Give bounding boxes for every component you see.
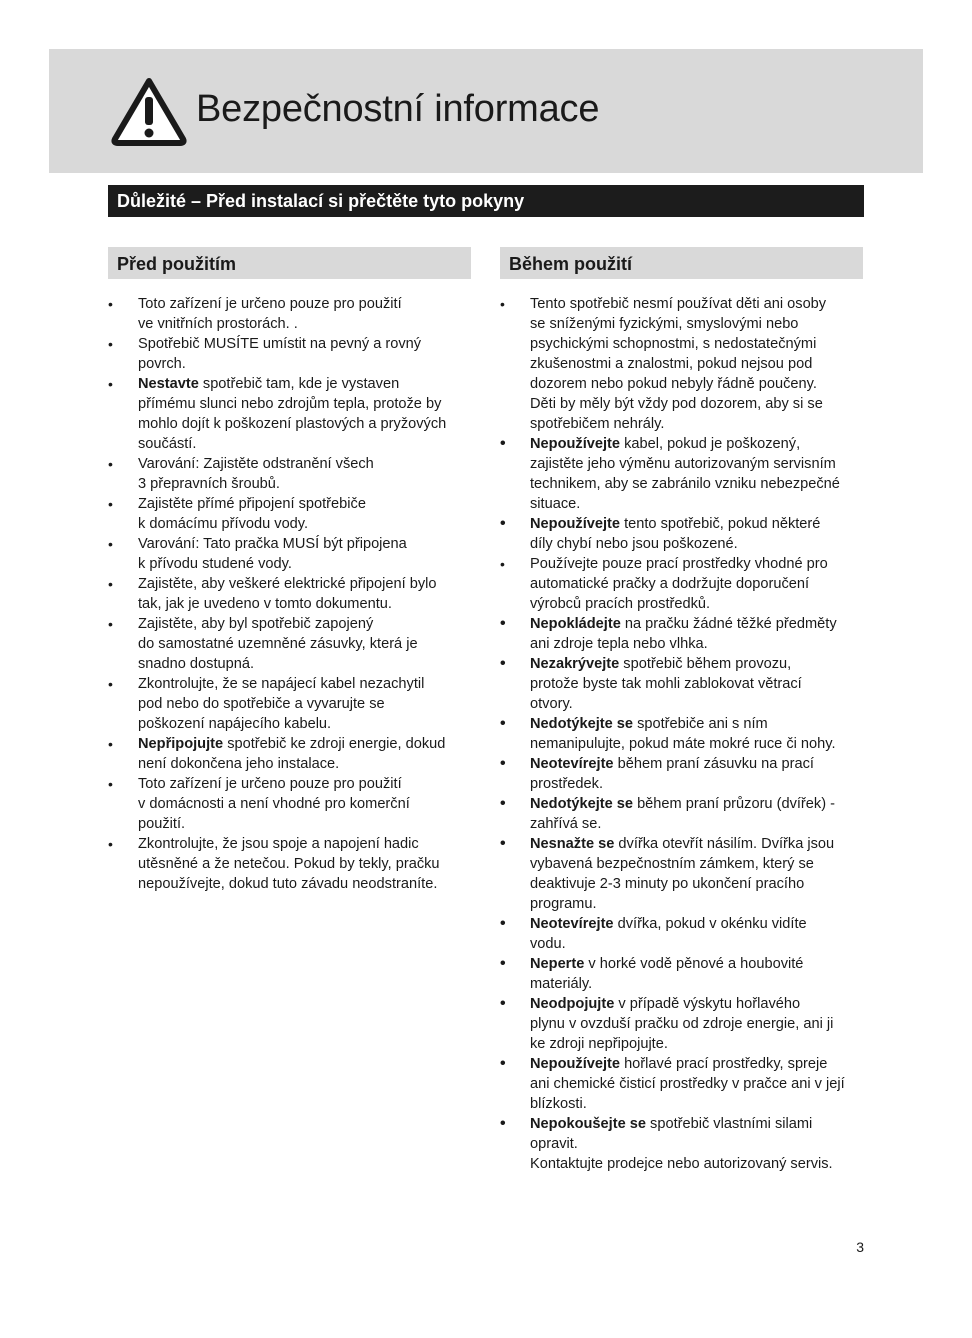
before-use-item-text: Zkontrolujte, že jsou spoje a napojení hadic utěsněné a že netečou. Pokud by tekly, pračku nepoužívejte, dokud tuto závadu neodstraníte.: [138, 836, 440, 892]
before-use-item-text: spotřebič tam, kde je vystaven přímému slunci nebo zdrojům tepla, protože by mohlo dojít k poškození plastových a pryžových součástí.: [138, 376, 447, 452]
during-use-item: [500, 554, 866, 614]
before-use-item: [108, 734, 474, 774]
during-use-item-bold: Neodpojujte: [530, 996, 615, 1012]
during-use-item: [500, 1114, 866, 1174]
during-use-item-text: během praní zásuvku na prací prostředek.: [530, 756, 814, 792]
during-use-item-text: hořlavé prací prostředky, spreje ani chemické čisticí prostředky v pračce ani v její blízkosti.: [530, 1056, 845, 1112]
page-title: Bezpečnostní informace: [196, 88, 600, 130]
during-use-item: [500, 754, 866, 794]
before-use-item: [108, 374, 474, 454]
during-use-item-text: spotřebič vlastními silami opravit. Kontaktujte prodejce nebo autorizovaný servis.: [530, 1116, 833, 1172]
warning-triangle-icon: [109, 75, 189, 147]
before-use-item-text: Toto zařízení je určeno pouze pro použití ve vnitřních prostorách. .: [138, 296, 402, 332]
before-use-item: [108, 334, 474, 374]
before-use-item: [108, 534, 474, 574]
during-use-item-bold: Nedotýkejte se: [530, 796, 634, 812]
before-use-item-text: Zajistěte přímé připojení spotřebiče k domácímu přívodu vody.: [138, 496, 366, 532]
before-use-item-text: spotřebič ke zdroji energie, dokud není dokončena jeho instalace.: [138, 736, 446, 772]
before-use-item-text: Spotřebič MUSÍTE umístit na pevný a rovný povrch.: [138, 336, 422, 372]
during-use-item-bold: Nepokládejte: [530, 616, 621, 632]
page-number: 3: [856, 1239, 864, 1255]
before-use-item-text: Zajistěte, aby veškeré elektrické připojení bylo tak, jak je uvedeno v tomto dokumentu.: [138, 576, 437, 612]
during-use-item: [500, 514, 866, 554]
during-use-item: [500, 994, 866, 1054]
before-use-item: [108, 674, 474, 734]
during-use-item-text: během praní průzoru (dvířek) - zahřívá se.: [530, 796, 835, 832]
during-use-item-text: na pračku žádné těžké předměty ani zdroje tepla nebo vlhka.: [530, 616, 837, 652]
during-use-item-bold: Nepoužívejte: [530, 516, 621, 532]
before-use-item-bold: Nestavte: [138, 376, 199, 392]
during-use-item: [500, 654, 866, 714]
before-use-item-text: Varování: Tato pračka MUSÍ být připojena k přívodu studené vody.: [138, 536, 407, 572]
during-use-item: [500, 954, 866, 994]
during-use-item-text: tento spotřebič, pokud některé díly chybí nebo jsou poškozené.: [530, 516, 821, 552]
during-use-item-text: spotřebič během provozu, protože byste tak mohli zablokovat větrací otvory.: [530, 656, 802, 712]
important-notice-bar: Důležité – Před instalací si přečtěte tyto pokyny: [108, 185, 864, 217]
during-use-item-text: Používejte pouze prací prostředky vhodné pro automatické pračky a dodržujte doporučení výrobců pracích prostředků.: [530, 556, 828, 612]
during-use-item: [500, 794, 866, 834]
before-use-item-text: Toto zařízení je určeno pouze pro použití v domácnosti a není vhodné pro komerční použití.: [138, 776, 410, 832]
during-use-heading: Během použití: [500, 247, 863, 279]
during-use-item-text: Tento spotřebič nesmí používat děti ani osoby se sníženými fyzickými, smyslovými nebo psychickými schopnostmi, s nedostatečnými zkušenostmi a znalostmi, pokud nejsou pod dozorem nebo pokud nebyly řádně poučeny. Děti by měly být vždy pod dozorem, aby si se spotřebičem nehrály.: [530, 296, 827, 432]
before-use-heading: Před použitím: [108, 247, 471, 279]
during-use-item-bold: Nepoužívejte: [530, 436, 621, 452]
during-use-item: [500, 914, 866, 954]
during-use-item-bold: Neperte: [530, 956, 585, 972]
during-use-list: [500, 294, 866, 1174]
during-use-item-bold: Neotevírejte: [530, 916, 614, 932]
during-use-item-bold: Nesnažte se: [530, 836, 615, 852]
during-use-item: [500, 834, 866, 914]
during-use-item-text: v případě výskytu hořlavého plynu v ovzduší pračku od zdroje energie, ani ji ke zdroji nepřipojujte.: [530, 996, 834, 1052]
before-use-item-text: Zajistěte, aby byl spotřebič zapojený do samostatné uzemněné zásuvky, která je snadno dostupná.: [138, 616, 418, 672]
during-use-item-bold: Nezakrývejte: [530, 656, 620, 672]
during-use-item: [500, 1054, 866, 1114]
before-use-item-text: Zkontrolujte, že se napájecí kabel nezachytil pod nebo do spotřebiče a vyvarujte se poškození napájecího kabelu.: [138, 676, 425, 732]
before-use-item: [108, 494, 474, 534]
during-use-item: [500, 614, 866, 654]
during-use-item: [500, 434, 866, 514]
before-use-list: [108, 294, 474, 894]
during-use-item-text: kabel, pokud je poškozený, zajistěte jeho výměnu autorizovaným servisním technikem, aby se zabránilo vzniku nebezpečné situace.: [530, 436, 840, 512]
before-use-item-bold: Nepřipojujte: [138, 736, 224, 752]
during-use-item: [500, 714, 866, 754]
during-use-item-text: dvířka otevřít násilím. Dvířka jsou vybavená bezpečnostním zámkem, který se deaktivuje 2-3 minuty po ukončení pracího programu.: [530, 836, 835, 912]
during-use-item-text: v horké vodě pěnové a houbovité materiály.: [530, 956, 804, 992]
before-use-item: [108, 774, 474, 834]
during-use-item: [500, 294, 866, 434]
during-use-item-text: spotřebiče ani s ním nemanipulujte, pokud máte mokré ruce či nohy.: [530, 716, 836, 752]
during-use-item-text: dvířka, pokud v okénku vidíte vodu.: [530, 916, 807, 952]
before-use-item-text: Varování: Zajistěte odstranění všech 3 přepravních šroubů.: [138, 456, 374, 492]
during-use-item-bold: Nedotýkejte se: [530, 716, 634, 732]
before-use-item: [108, 574, 474, 614]
before-use-item: [108, 614, 474, 674]
during-use-item-bold: Nepoužívejte: [530, 1056, 621, 1072]
during-use-item-bold: Neotevírejte: [530, 756, 614, 772]
before-use-item: [108, 294, 474, 334]
during-use-item-bold: Nepokoušejte se: [530, 1116, 646, 1132]
before-use-item: [108, 834, 474, 894]
before-use-item: [108, 454, 474, 494]
